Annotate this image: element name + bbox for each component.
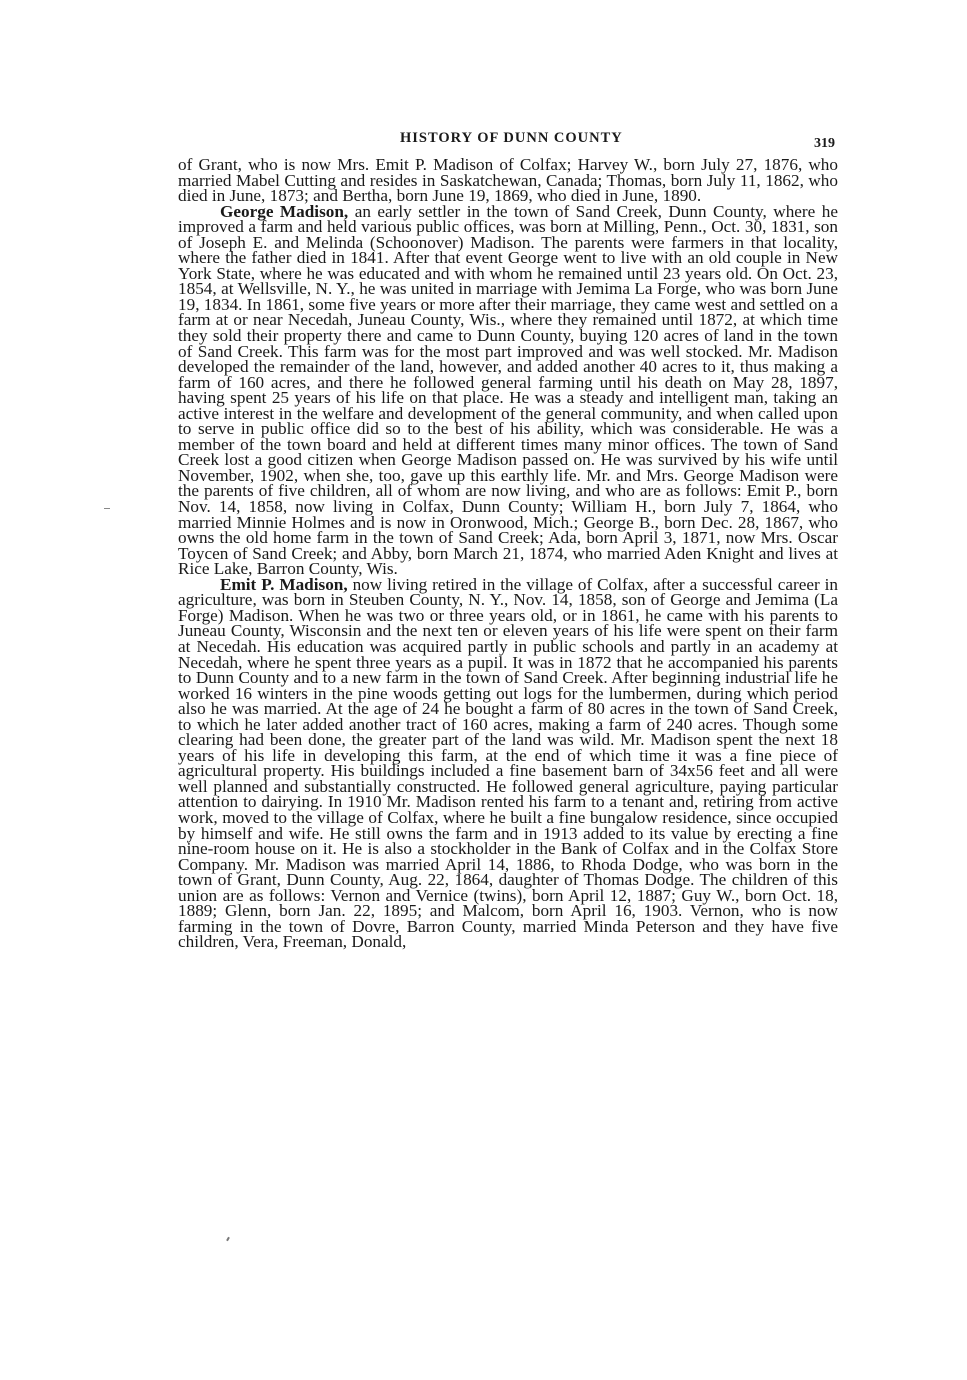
body-text <box>178 157 838 950</box>
paragraph-text: now living retired in the village of Colfax, after a successful career in agriculture, was born in Steuben County, N. Y., Nov. 14, 1858, son of George and Jemima (La Forge) Madison. When he was two or three years old, or in 1861, he came with his parents to Juneau County, Wisconsin and the next ten or eleven years of his life were spent on their farm at Necedah. His education was acquired partly in public schools and partly in an academy at Necedah, where he spent three years as a pupil. It was in 1872 that he accompanied his parents to Dunn County and to a new farm in the town of Sand Creek. After beginning industrial life he worked 16 winters in the pine woods getting out logs for the lumbermen, during which period also he was married. At the age of 24 he bought a farm of 80 acres in the town of Sand Creek, to which he later added another tract of 160 acres, making a farm of 240 acres. Though some clearing had been done, the greater part of the land was wild. Mr. Madison spent the next 18 years of his life in developing this farm, at the end of which time it was a fine piece of agricultural property. His buildings included a fine basement barn of 34x56 feet and all were well planned and substantially constructed. He followed general agriculture, paying particular attention to dairying. In 1910 Mr. Madison rented his farm to a tenant and, retiring from active work, moved to the village of Colfax, where he built a fine bungalow residence, since occupied by himself and wife. He still owns the farm and in 1913 added to its value by erecting a fine nine-room house on it. He is also a stockholder in the Bank of Colfax and in the Colfax Store Company. Mr. Madison was married April 14, 1886, to Rhoda Dodge, who was born in the town of Grant, Dunn County, Aug. 22, 1864, daughter of Thomas Dodge. The children of this union are as follows: Vernon and Vernice (twins), born April 12, 1887; Guy W., born Oct. 18, 1889; Glenn, born Jan. 22, 1895; and Malcom, born April 16, 1903. Vernon, who is now farming in the town of Dovre, Barron County, married Minda Peterson and they have five children, Vera, Freeman, Donald, <box>178 574 838 952</box>
scan-speck <box>226 1237 230 1241</box>
biography-name: Emit P. Madison, <box>220 574 348 594</box>
biography-name: George Madison, <box>220 201 349 221</box>
paragraph-emit-madison <box>178 574 838 952</box>
paragraph-george-madison <box>178 201 838 579</box>
paragraph-text: an early settler in the town of Sand Creek, Dunn County, where he improved a farm and held various public offices, was born at Milling, Penn., Oct. 30, 1831, son of Joseph E. and Melinda (Schoonover) Madison. The parents were farmers in that locality, where the father died in 1841. After that event George went to live with an old couple in New York State, where he was educated and with whom he remained until 23 years old. On Oct. 23, 1854, at Wellsville, N. Y., he was united in marriage with Jemima La Forge, who was born June 19, 1834. In 1861, some five years or more after their marriage, they came west and settled on a farm at or near Necedah, Juneau County, Wis., where they remained until 1872, at which time they sold their property there and came to Dunn County, buying 120 acres of land in the town of Sand Creek. This farm was for the most part improved and was well stocked. Mr. Madison developed the remainder of the land, however, and added another 40 acres to it, thus making a farm of 160 acres, and there he followed general farming until his death on May 28, 1897, having spent 25 years of his life on that place. He was a steady and intelligent man, taking an active interest in the welfare and development of the general community, and when called upon to serve in public office did so to the best of his ability, which was considerable. He was a member of the town board and held at different times many minor offices. The town of Sand Creek lost a good citizen when George Madison passed on. He was survived by his wife until November, 1902, when she, too, gave up this earthly life. Mr. and Mrs. George Madison were the parents of five children, all of whom are now living, and who are as follows: Emit P., born Nov. 14, 1858, now living in Colfax, Dunn County; William H., born July 7, 1864, who married Minnie Holmes and is now in Oronwood, Mich.; George B., born Dec. 28, 1867, who owns the old home farm in the town of Sand Creek; Ada, born April 3, 1871, now Mrs. Oscar Toycen of Sand Creek; and Abby, born March 21, 1874, who married Aden Knight and lives at Rice Lake, Barron County, Wis. <box>178 201 838 579</box>
scan-speck <box>104 508 110 509</box>
running-head <box>0 130 967 150</box>
paragraph-continuation <box>178 157 838 204</box>
running-title: HISTORY OF DUNN COUNTY <box>400 130 623 146</box>
paragraph-text: of Grant, who is now Mrs. Emit P. Madison of Colfax; Harvey W., born July 27, 1876, who married Mabel Cutting and resides in Saskatchewan, Canada; Thomas, born July 11, 1862, who died in June, 1873; and Bertha, born June 19, 1869, who died in June, 1890. <box>178 155 838 206</box>
page-number: 319 <box>814 136 835 151</box>
